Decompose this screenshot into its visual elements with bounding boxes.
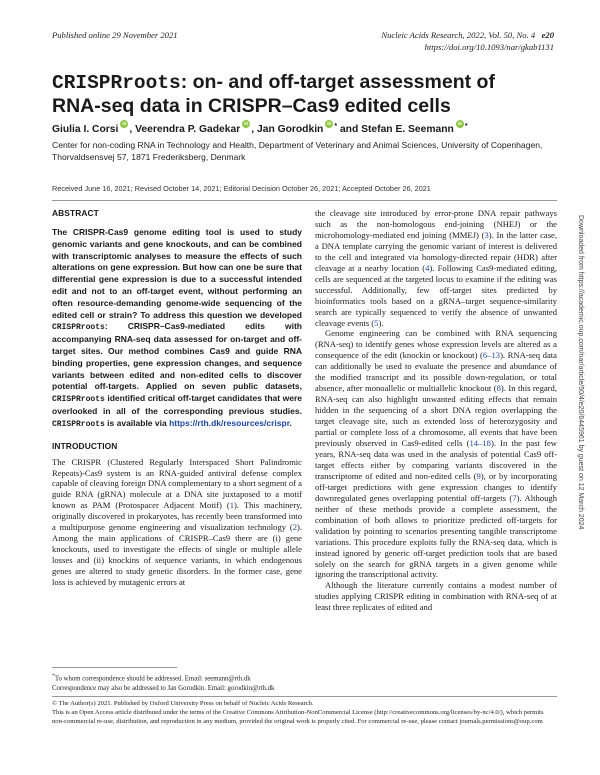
tool-name: CRISPRroots (52, 323, 105, 333)
body-paragraph: Although the literature currently contains a modest number of studies applying CRISPR editing in combination with RNA-seq of at least three replicates of edited and (315, 580, 557, 613)
citation-link[interactable]: 2 (292, 522, 297, 533)
page-number: e20 (541, 30, 554, 40)
orcid-icon[interactable] (456, 120, 464, 128)
doi-link[interactable]: https://doi.org/10.1093/nar/gkab1131 (424, 41, 554, 52)
citation-link[interactable]: 1 (229, 500, 234, 511)
title-line-1: : on- and off-target assessment of (180, 71, 495, 93)
copyright-notice (52, 700, 557, 727)
right-column (315, 208, 557, 613)
publication-dates: Received June 16, 2021; Revised October 14, 2021; Editorial Decision October 26, 2021; Accepted October 26, 2021 (52, 184, 431, 193)
license-text: This is an Open Access article distributed under the terms of the Creative Commons Attribution-NonCommercial License (http://creativecommons.org/licenses/by-nc/4.0/), which permits non-commercial re-use, distribution, and reproduction in any medium, provided the original work is properly cited. For commercial re-use, please contact journals.permissions@oup.com (52, 708, 544, 725)
footnote-corresponding: *To whom correspondence should be addressed. Email: seemann@rth.dk (52, 673, 251, 683)
title-tool-name: CRISPRroots (52, 72, 181, 94)
resource-link[interactable]: https://rth.dk/resources/crispr (169, 417, 290, 428)
citation-link[interactable]: 6–13 (482, 350, 501, 361)
footnotes (52, 672, 557, 693)
citation-link[interactable]: 4 (425, 262, 430, 273)
copyright-line: © The Author(s) 2021. Published by Oxford University Press on behalf of Nucleic Acids Research. (52, 700, 314, 707)
tool-name: CRISPRroots (52, 395, 105, 405)
author-1: Giulia I. Corsi (52, 124, 119, 135)
footnote-divider (52, 667, 177, 668)
affiliation: Center for non-coding RNA in Technology and Health, Department of Veterinary and Animal Sciences, University of Copenhagen, Thorvaldsensvej 57, 1871 Frederiksberg, Denmark (52, 140, 543, 162)
body-paragraph: the cleavage site introduced by error-prone DNA repair pathways such as the non-homologous end-joining (NHEJ) or the microhomology-mediated end joining (MMEJ) (3). In the latter case, a DNA template carrying the genomic variant of interest is delivered to the cell and integrated via homology-directed repair (HDR) after cleavage at a nearby location (4). Following Cas9-mediated editing, cells are sequenced at the targeted locus to examine if the editing was successful. Additionally, few off-target sites predicted by bioinformatics tools based on a gRNA–target sequence-similarity search are typically sequenced to verify the absence of unwanted cleavage events (5). (315, 208, 557, 328)
introduction-heading: INTRODUCTION (52, 440, 118, 451)
orcid-icon[interactable] (242, 120, 250, 128)
title-line-2: RNA-seq data in CRISPR–Cas9 edited cells (52, 94, 451, 117)
download-note: Downloaded from https://academic.oup.com/nar/article/50/4/e20/6445961 by guest on 12 March 2024 (577, 215, 584, 530)
citation-link[interactable]: 7 (512, 492, 517, 503)
divider (52, 696, 557, 697)
abstract-heading: ABSTRACT (52, 208, 99, 218)
download-watermark (573, 215, 585, 635)
corresponding-mark: * (334, 123, 338, 130)
journal-citation (381, 30, 554, 53)
author-4: Stefan E. Seemann (361, 124, 454, 135)
body-paragraph: Genome engineering can be combined with RNA sequencing (RNA-seq) to identify genes whose expression levels are altered as a consequence of the edit (knockin or knockout) (6–13). RNA-seq data can additionally be used to evaluate the presence and abundance of the modified transcript and its possible down-regulation, or total absence, after monoallelic or multiallelic knockout (8). In this regard, RNA-seq can also highlight unwanted editing effects that remain hidden in the sequencing of a short DNA region overlapping the target cleavage site, such as extended loss of heterozygosity and partial or complete loss of a chromosome, all events that have been previously observed in Cas9-edited cells (14–18). In the past few years, RNA-seq data was used in the analysis of potential Cas9 off-target effects either by comparing variants discovered in the transcriptome of edited and non-edited cells (9), or by incorporating off-target predictions with gene expression changes to identify downregulated genes overlapping potential off-targets (7). Although neither of these methods provide a complete assessment, the combination of both allows to prioritize predicted off-targets for validation by pointing to scenarios presenting tangible transcriptome variations. This procedure exploits fully the RNA-seq data, which is instead ignored by generic off-target prediction tools that are based solely on the search for gRNA targets in a given genome while ignoring the transcriptional activity. (315, 328, 557, 580)
author-2: Veerendra P. Gadekar (135, 124, 241, 135)
citation-link[interactable]: 3 (484, 229, 489, 240)
citation-link[interactable]: 14–18 (469, 438, 491, 449)
author-list: Giulia I. CorsiiD , Veerendra P. GadekariD , Jan GorodkiniD * and Stefan E. SeemanniD * (52, 120, 552, 135)
author-3: Jan Gorodkin (256, 124, 324, 135)
divider (52, 200, 557, 201)
published-date: Published online 29 November 2021 (52, 30, 178, 40)
abstract-text: The CRISPR-Cas9 genome editing tool is used to study genomic variants and gene knockouts, and can be combined with transcriptomic analyses to measure the effects of such alterations on gene expression. But how can one be sure that differential gene expression is due to a successful intended edit and not to an off-target event, without performing an often resource-demanding genome-wide sequencing of the edited cell or strain? To address this question we developed CRISPRroots: CRISPR–Cas9-mediated edits with accompanying RNA-seq data assessed for on-target and off-target sites. Our method combines Cas9 and guide RNA binding properties, gene expression changes, and sequence variants between edited and non-edited cells to discover potential off-targets. Applied on seven public datasets, CRISPRroots identified critical off-target candidates that were overlooked in all of the corresponding previous studies. CRISPRroots is available via https://rth.dk/resources/crispr. (52, 227, 302, 429)
orcid-icon[interactable] (325, 120, 333, 128)
left-column (52, 208, 302, 588)
journal-name: Nucleic Acids Research, 2022, Vol. 50, No. 4 (381, 30, 536, 40)
citation-link[interactable]: 9 (476, 470, 481, 481)
footnote-correspondence: Correspondence may also be addressed to Jan Gorodkin. Email: gorodkin@rth.dk (52, 684, 275, 692)
citation-link[interactable]: 5 (374, 317, 379, 328)
paper-title (52, 71, 552, 117)
corresponding-mark: * (464, 123, 468, 130)
citation-link[interactable]: 8 (496, 383, 501, 394)
orcid-icon[interactable] (120, 120, 128, 128)
tool-name: CRISPRroots (52, 419, 105, 429)
intro-paragraph: The CRISPR (Clustered Regularly Interspaced Short Palindromic Repeats)-Cas9 system is an RNA-guided antiviral defense complex capable of cleaving foreign DNA complementary to a short segment of a guide RNA (gRNA) molecule at a DNA site juxtaposed to a motif known as PAM (Protospacer Adjacent Motif) (1). This machinery, originally discovered in prokaryotes, has recently been transformed into a multipurpose genome engineering and visualization technology (2). Among the main applications of CRISPR–Cas9 there are (i) gene knockouts, used to investigate the effects of single or multiple allele losses and (ii) knockins of sequence variants, in which endogenous genes are altered to study genetic disorders. In the former case, gene loss is achieved by mutagenic errors at (52, 456, 302, 588)
